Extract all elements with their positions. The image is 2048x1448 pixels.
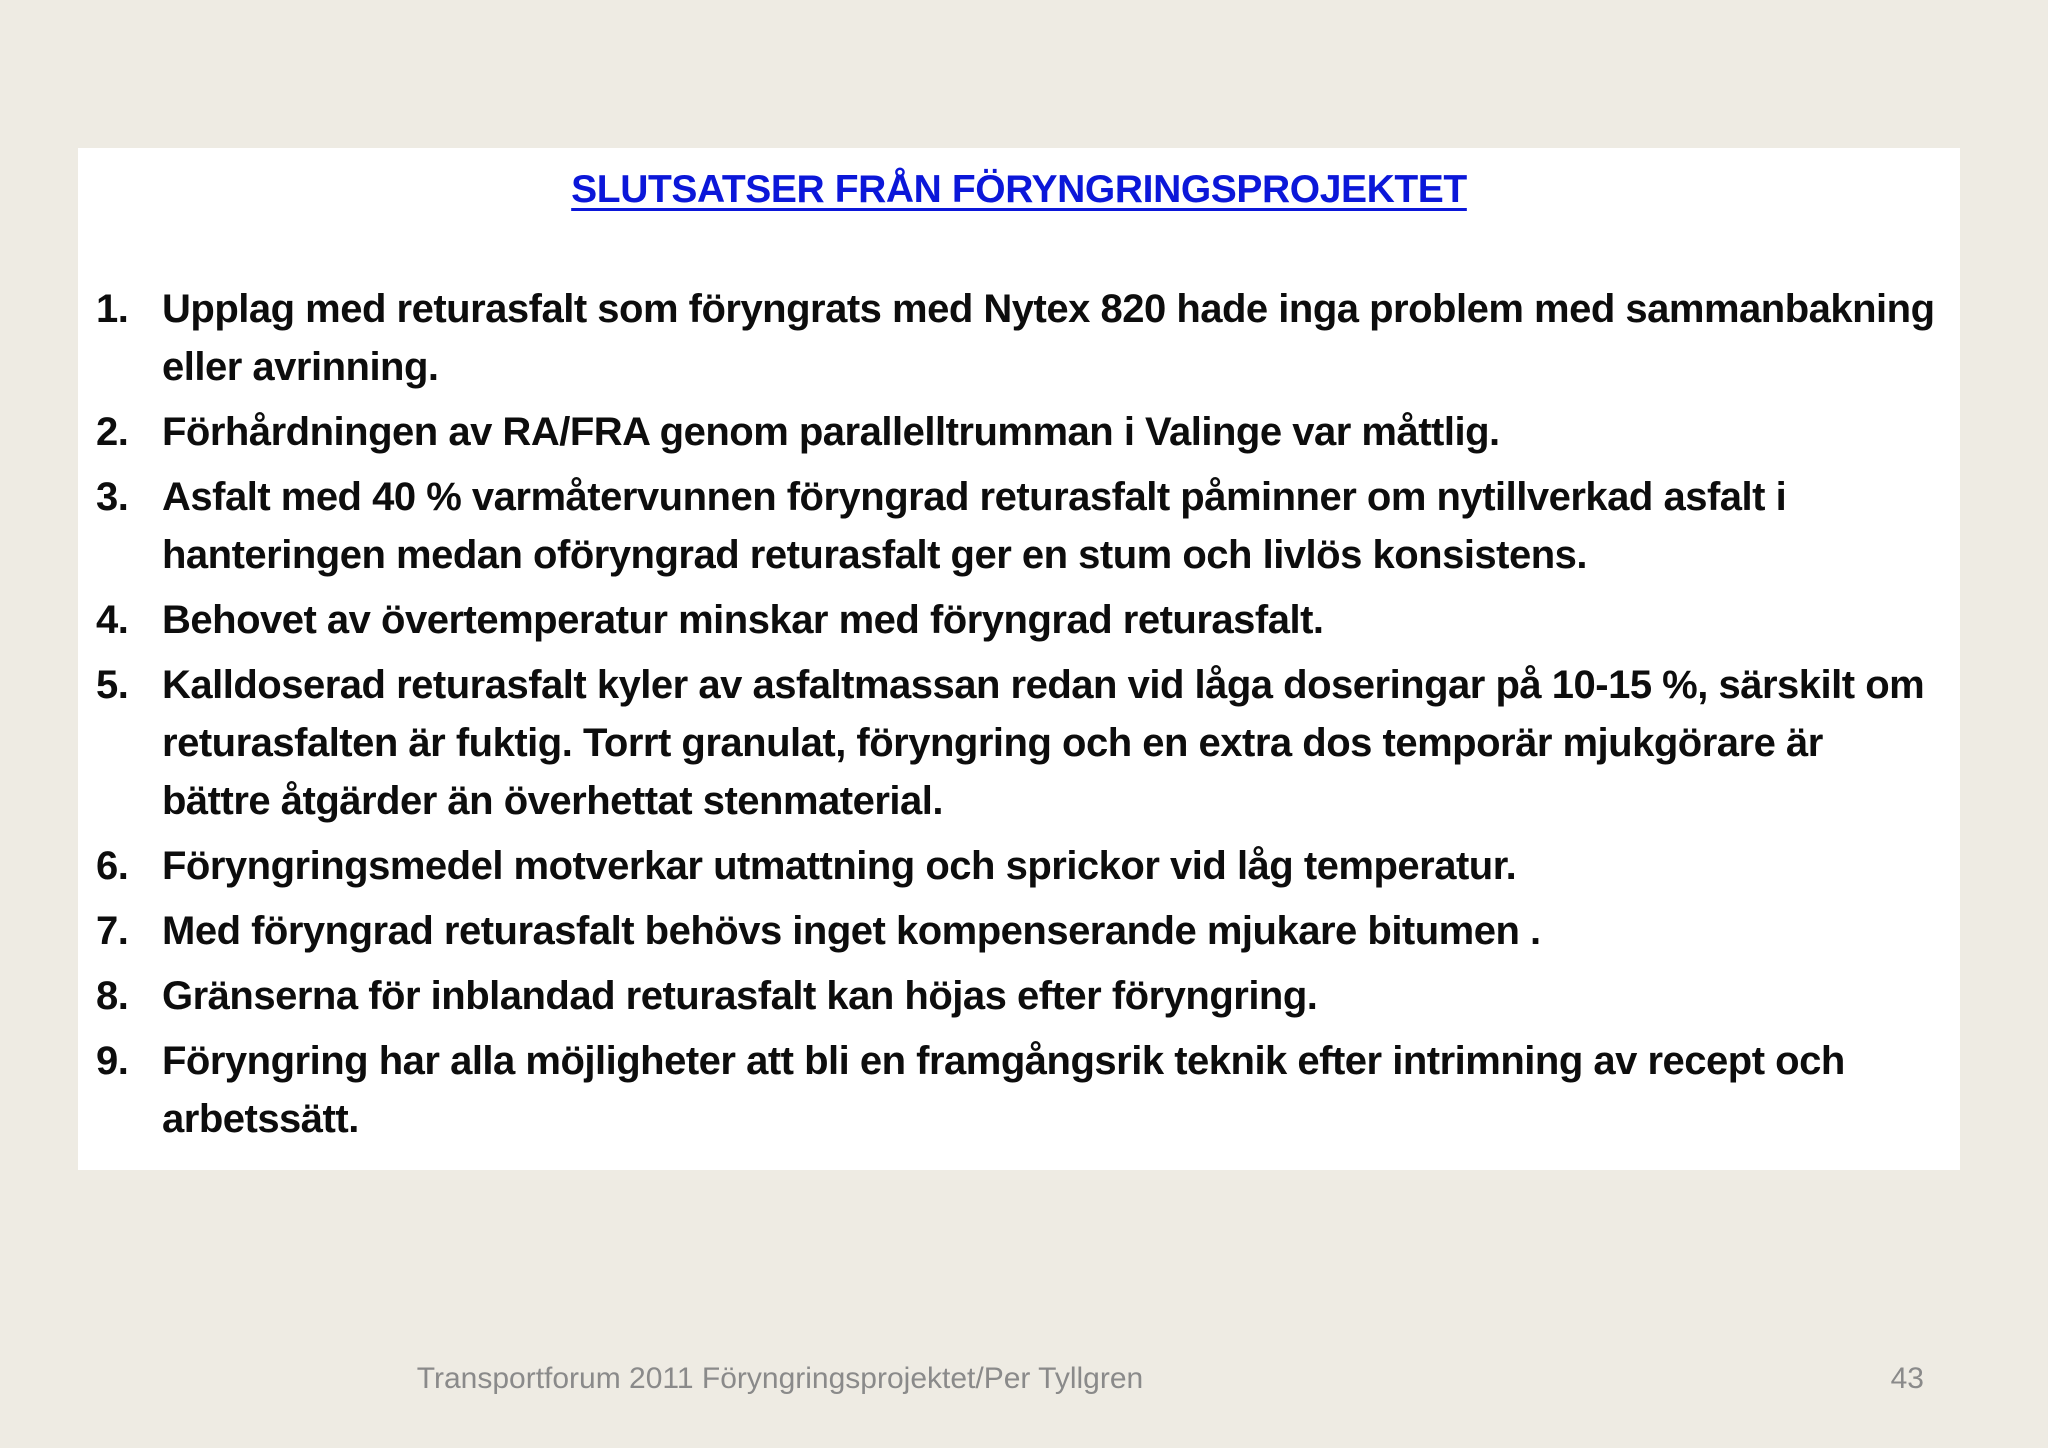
conclusion-text: Gränserna för inblandad returasfalt kan höjas efter föryngring. [162,974,1318,1018]
conclusion-number: 5. [96,663,129,707]
conclusion-text: Behovet av övertemperatur minskar med föryngrad returasfalt. [162,598,1324,642]
conclusion-text: Med föryngrad returasfalt behövs inget kompenserande mjukare bitumen . [162,909,1541,953]
conclusion-number: 9. [96,1039,129,1083]
conclusion-item [96,1032,1940,1148]
conclusion-item [96,280,1940,396]
conclusion-text: Asfalt med 40 % varmåtervunnen föryngrad returasfalt påminner om nytillverkad asfalt i hanteringen medan oföryngrad returasfalt ger en stum och livlös konsistens. [162,475,1787,577]
conclusion-text: Upplag med returasfalt som föryngrats med Nytex 820 hade inga problem med sammanbakning eller avrinning. [162,287,1935,389]
conclusion-item [96,837,1940,895]
conclusion-number: 2. [96,410,129,454]
conclusions-list [96,280,1940,1155]
conclusion-number: 7. [96,909,129,953]
conclusion-number: 8. [96,974,129,1018]
conclusion-item [96,591,1940,649]
conclusion-item [96,403,1940,461]
conclusion-text: Föryngring har alla möjligheter att bli en framgångsrik teknik efter intrimning av recept och arbetssätt. [162,1039,1845,1141]
conclusion-text: Kalldoserad returasfalt kyler av asfaltmassan redan vid låga doseringar på 10-15 %, särskilt om returasfalten är fuktig. Torrt granulat, föryngring och en extra dos temporär mjukgörare är bättre åtgärder än överhettat stenmaterial. [162,663,1925,823]
footer-text: Transportforum 2011 Föryngringsprojektet/Per Tyllgren [416,1362,1144,1395]
content-box [78,148,1960,1170]
conclusion-item [96,902,1940,960]
conclusion-number: 3. [96,475,129,519]
page-number: 43 [1890,1362,1924,1395]
conclusion-item [96,967,1940,1025]
conclusion-text: Förhårdningen av RA/FRA genom parallelltrumman i Valinge var måttlig. [162,410,1500,454]
conclusion-number: 1. [96,287,129,331]
conclusion-item [96,468,1940,584]
conclusion-number: 4. [96,598,129,642]
conclusion-item [96,656,1940,830]
slide-title: SLUTSATSER FRÅN FÖRYNGRINGSPROJEKTET [571,168,1467,211]
conclusion-text: Föryngringsmedel motverkar utmattning och sprickor vid låg temperatur. [162,844,1517,888]
conclusion-number: 6. [96,844,129,888]
